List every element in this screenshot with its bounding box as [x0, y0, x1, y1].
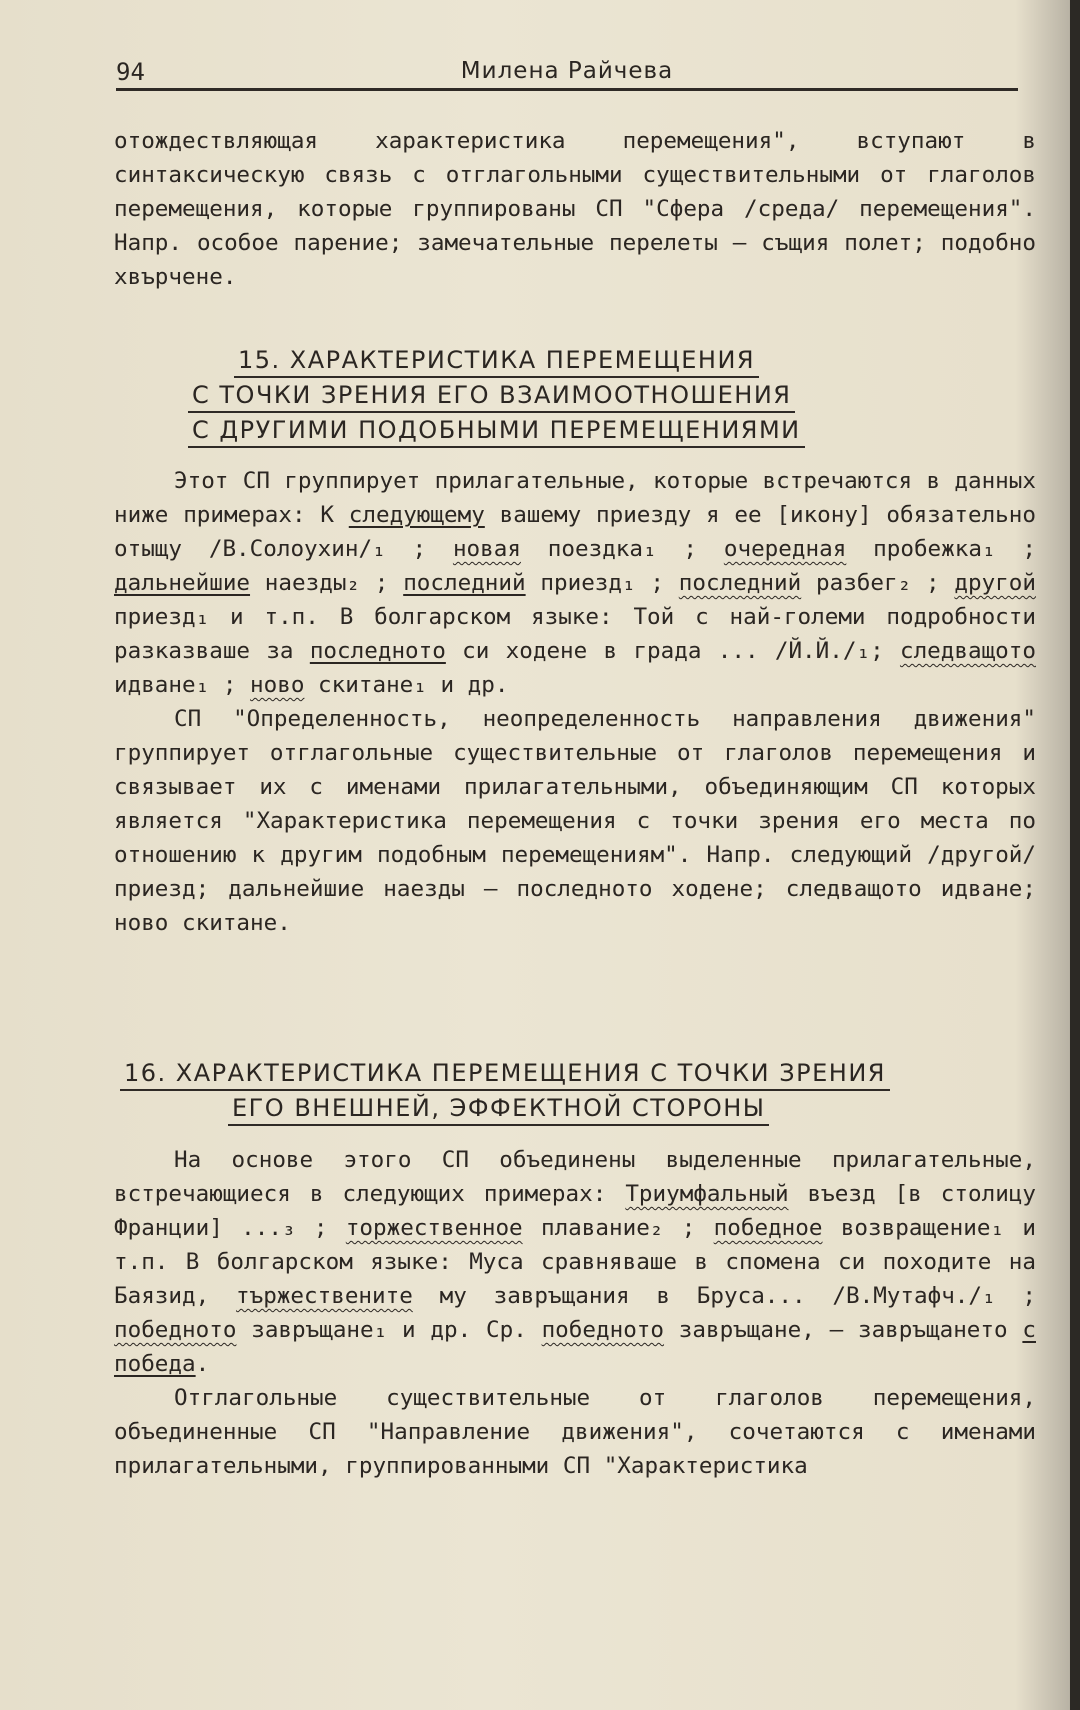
underlined-word: дальнейшие	[114, 570, 251, 596]
underlined-word: последний	[403, 570, 526, 596]
text-run: приезд₁ ;	[525, 570, 679, 596]
text-run: завръщане₁ и др. Ср.	[236, 1317, 542, 1343]
underlined-word: тържествените	[236, 1283, 413, 1309]
paragraph: Отглагольные существительные от глаголов перемещения, объединенные СП "Направление движения", сочетаются с именами прилагательными, группированными СП "Характеристика	[114, 1385, 1036, 1479]
running-title: Милена Райчева	[460, 58, 674, 84]
page-header	[116, 58, 1018, 91]
text-run: завръщане, – завръщането	[664, 1317, 1023, 1343]
text-run: си ходене в града ... /Й.Й./₁;	[445, 638, 900, 664]
underlined-word: с победа	[114, 1317, 1036, 1377]
text-run: возвращение₁ и т.п. В болгарском языке: Муса сравняваше в спомена си походите на Баязид,	[114, 1215, 1036, 1309]
paragraph-block-2	[114, 464, 1036, 940]
text-run: наезды₂ ;	[250, 570, 404, 596]
paragraph-block-3	[114, 1143, 1036, 1483]
text-run: плавание₂ ;	[522, 1215, 714, 1241]
paragraph	[114, 1143, 1036, 1381]
underlined-word: победното	[114, 1317, 237, 1343]
section-15-line-2: С ТОЧКИ ЗРЕНИЯ ЕГО ВЗАИМООТНОШЕНИЯ	[188, 379, 795, 413]
section-16-line-1: 16. ХАРАКТЕРИСТИКА ПЕРЕМЕЩЕНИЯ С ТОЧКИ ЗРЕНИЯ	[120, 1057, 890, 1091]
text-run: разбег₂ ;	[801, 570, 955, 596]
page-edge	[1070, 0, 1080, 1710]
text-run: приезд₁ и т.п. В болгарском языке: Той с най-големи подробности разказваше за	[114, 604, 1036, 664]
underlined-word: следващото	[899, 638, 1036, 664]
text-run: идване₁ ;	[114, 672, 251, 698]
paragraph-block-1	[114, 124, 1036, 294]
text-run: въезд [в столицу Франции] ...₃ ;	[114, 1181, 1036, 1241]
text-run: му завръщания в Бруса... /В.Мутафч./₁ ;	[412, 1283, 1036, 1309]
text-run: Этот СП группирует прилагательные, которые встречаются в данных ниже примерах: К	[114, 468, 1036, 528]
text-run: поездка₁ ;	[520, 536, 724, 562]
text-run: скитане₁ и др.	[304, 672, 509, 698]
underlined-word: торжественное	[345, 1215, 523, 1241]
underlined-word: следующему	[348, 502, 485, 528]
text-run: пробежка₁ ;	[846, 536, 1036, 562]
section-16-heading	[120, 1056, 890, 1126]
underlined-word: ново	[250, 672, 305, 698]
underlined-word: Триумфальный	[625, 1181, 789, 1207]
section-15-heading	[188, 343, 805, 448]
underlined-word: другой	[954, 570, 1036, 596]
underlined-word: очередная	[723, 536, 847, 562]
underlined-word: последний	[678, 570, 802, 596]
underlined-word: победное	[713, 1215, 823, 1241]
text-run: вашему приезду я ее [икону] обязательно отыщу /В.Солоухин/₁ ;	[114, 502, 1036, 562]
section-16-line-2: ЕГО ВНЕШНЕЙ, ЭФФЕКТНОЙ СТОРОНЫ	[228, 1092, 769, 1126]
paragraph: СП "Определенность, неопределенность направления движения" группирует отглагольные существительные от глаголов перемещения и связывает их с именами прилагательными, объединяющим СП которых является "Характеристика перемещения с точки зрения его места по отношению к другим подобным перемещениям". Напр. следующий /другой/ приезд; дальнейшие наезды – последното ходене; следващото идване; ново скитане.	[114, 706, 1036, 936]
paragraph	[114, 464, 1036, 702]
paragraph: отождествляющая характеристика перемещения", вступают в синтаксическую связь с отглагольными существительными от глаголов перемещения, которые группированы СП "Сфера /среда/ перемещения". Напр. особое парение; замечательные перелеты – същия полет; подобно хвърчене.	[114, 128, 1036, 290]
text-run: На основе этого СП объединены выделенные прилагательные, встречающиеся в следующих примерах:	[114, 1147, 1036, 1207]
underlined-word: последното	[309, 638, 446, 664]
section-15-line-1: 15. ХАРАКТЕРИСТИКА ПЕРЕМЕЩЕНИЯ	[234, 344, 759, 378]
underlined-word: победното	[541, 1317, 665, 1343]
text-run: .	[195, 1351, 210, 1377]
underlined-word: новая	[452, 536, 521, 562]
page-number: 94	[116, 58, 145, 86]
section-15-line-3: С ДРУГИМИ ПОДОБНЫМИ ПЕРЕМЕЩЕНИЯМИ	[188, 414, 805, 448]
